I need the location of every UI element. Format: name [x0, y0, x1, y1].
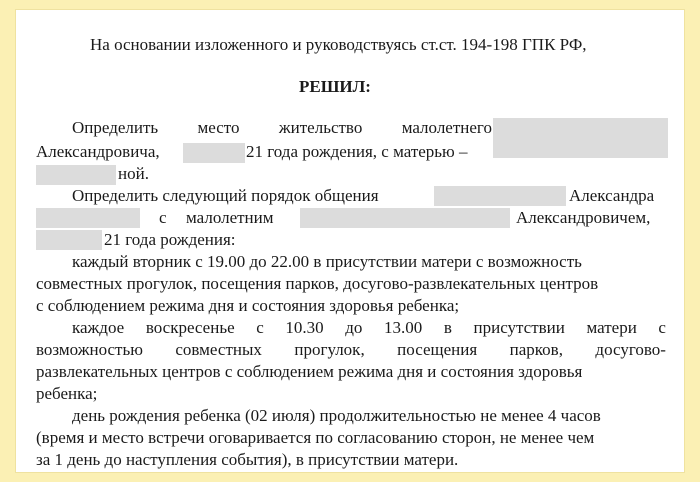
p4-line-1 — [72, 317, 666, 339]
redacted-block — [36, 165, 116, 185]
p4-word: прогулок, — [294, 340, 365, 359]
p4-word: досугово- — [595, 340, 666, 359]
p5-line-3: за 1 день до наступления события), в присутствии матери. — [36, 450, 459, 469]
p5-line-2: (время и место встречи оговаривается по согласованию сторон, не менее чем — [36, 428, 595, 447]
p4-word: совместных — [175, 340, 262, 359]
p4-word: посещения — [397, 340, 478, 359]
p4-word: 10.30 — [285, 318, 324, 337]
p4-word: с — [658, 318, 666, 337]
p1-word: малолетнего — [401, 118, 492, 137]
p1-line-1 — [72, 117, 492, 139]
p4-word: каждое — [72, 318, 125, 337]
redacted-block — [300, 208, 510, 228]
p2-line-3: 21 года рождения: — [104, 230, 236, 249]
redacted-block — [36, 208, 140, 228]
p4-word: в — [443, 318, 452, 337]
p1-word: Определить — [72, 118, 159, 137]
p4-line-3: развлекательных центров с соблюдением режима дня и состояния здоровья — [36, 362, 583, 381]
p4-word: присутствии — [473, 318, 565, 337]
p4-word: матери — [586, 318, 637, 337]
p1-line-2a: Александровича, — [36, 142, 160, 161]
p4-line-2 — [36, 339, 666, 361]
p1-word: жительство — [278, 118, 363, 137]
document-page — [16, 10, 684, 472]
p1-word: место — [197, 118, 240, 137]
p4-word: 13.00 — [384, 318, 423, 337]
p2-line-2c: Александровичем, — [516, 208, 651, 227]
p3-line-1: каждый вторник с 19.00 до 22.00 в присутствии матери с возможность — [72, 252, 582, 271]
p4-word: до — [345, 318, 363, 337]
preamble-line: На основании изложенного и руководствуясь ст.ст. 194-198 ГПК РФ, — [90, 35, 587, 54]
p3-line-2: совместных прогулок, посещения парков, досугово-развлекательных центров — [36, 274, 599, 293]
p5-line-1: день рождения ребенка (02 июля) продолжительностью не менее 4 часов — [72, 406, 601, 425]
decision-heading: РЕШИЛ: — [299, 77, 371, 96]
p1-line-2b: 21 года рождения, с матерью – — [246, 142, 468, 161]
p4-word: воскресенье — [145, 318, 235, 337]
p2-line-2a: с — [159, 208, 167, 227]
p2-line-2b: малолетним — [186, 208, 274, 227]
p3-line-3: с соблюдением режима дня и состояния здоровья ребенка; — [36, 296, 460, 315]
redacted-block — [493, 118, 668, 158]
p2-line-1a: Определить следующий порядок общения — [72, 186, 379, 205]
p1-line-3: ной. — [118, 164, 149, 183]
redacted-block — [434, 186, 566, 206]
redacted-block — [183, 143, 245, 163]
p4-word: возможностью — [36, 340, 143, 359]
redacted-block — [36, 230, 102, 250]
p4-word: парков, — [509, 340, 563, 359]
p2-line-1b: Александра — [569, 186, 655, 205]
p4-word: с — [256, 318, 264, 337]
p4-line-4: ребенка; — [36, 384, 98, 403]
